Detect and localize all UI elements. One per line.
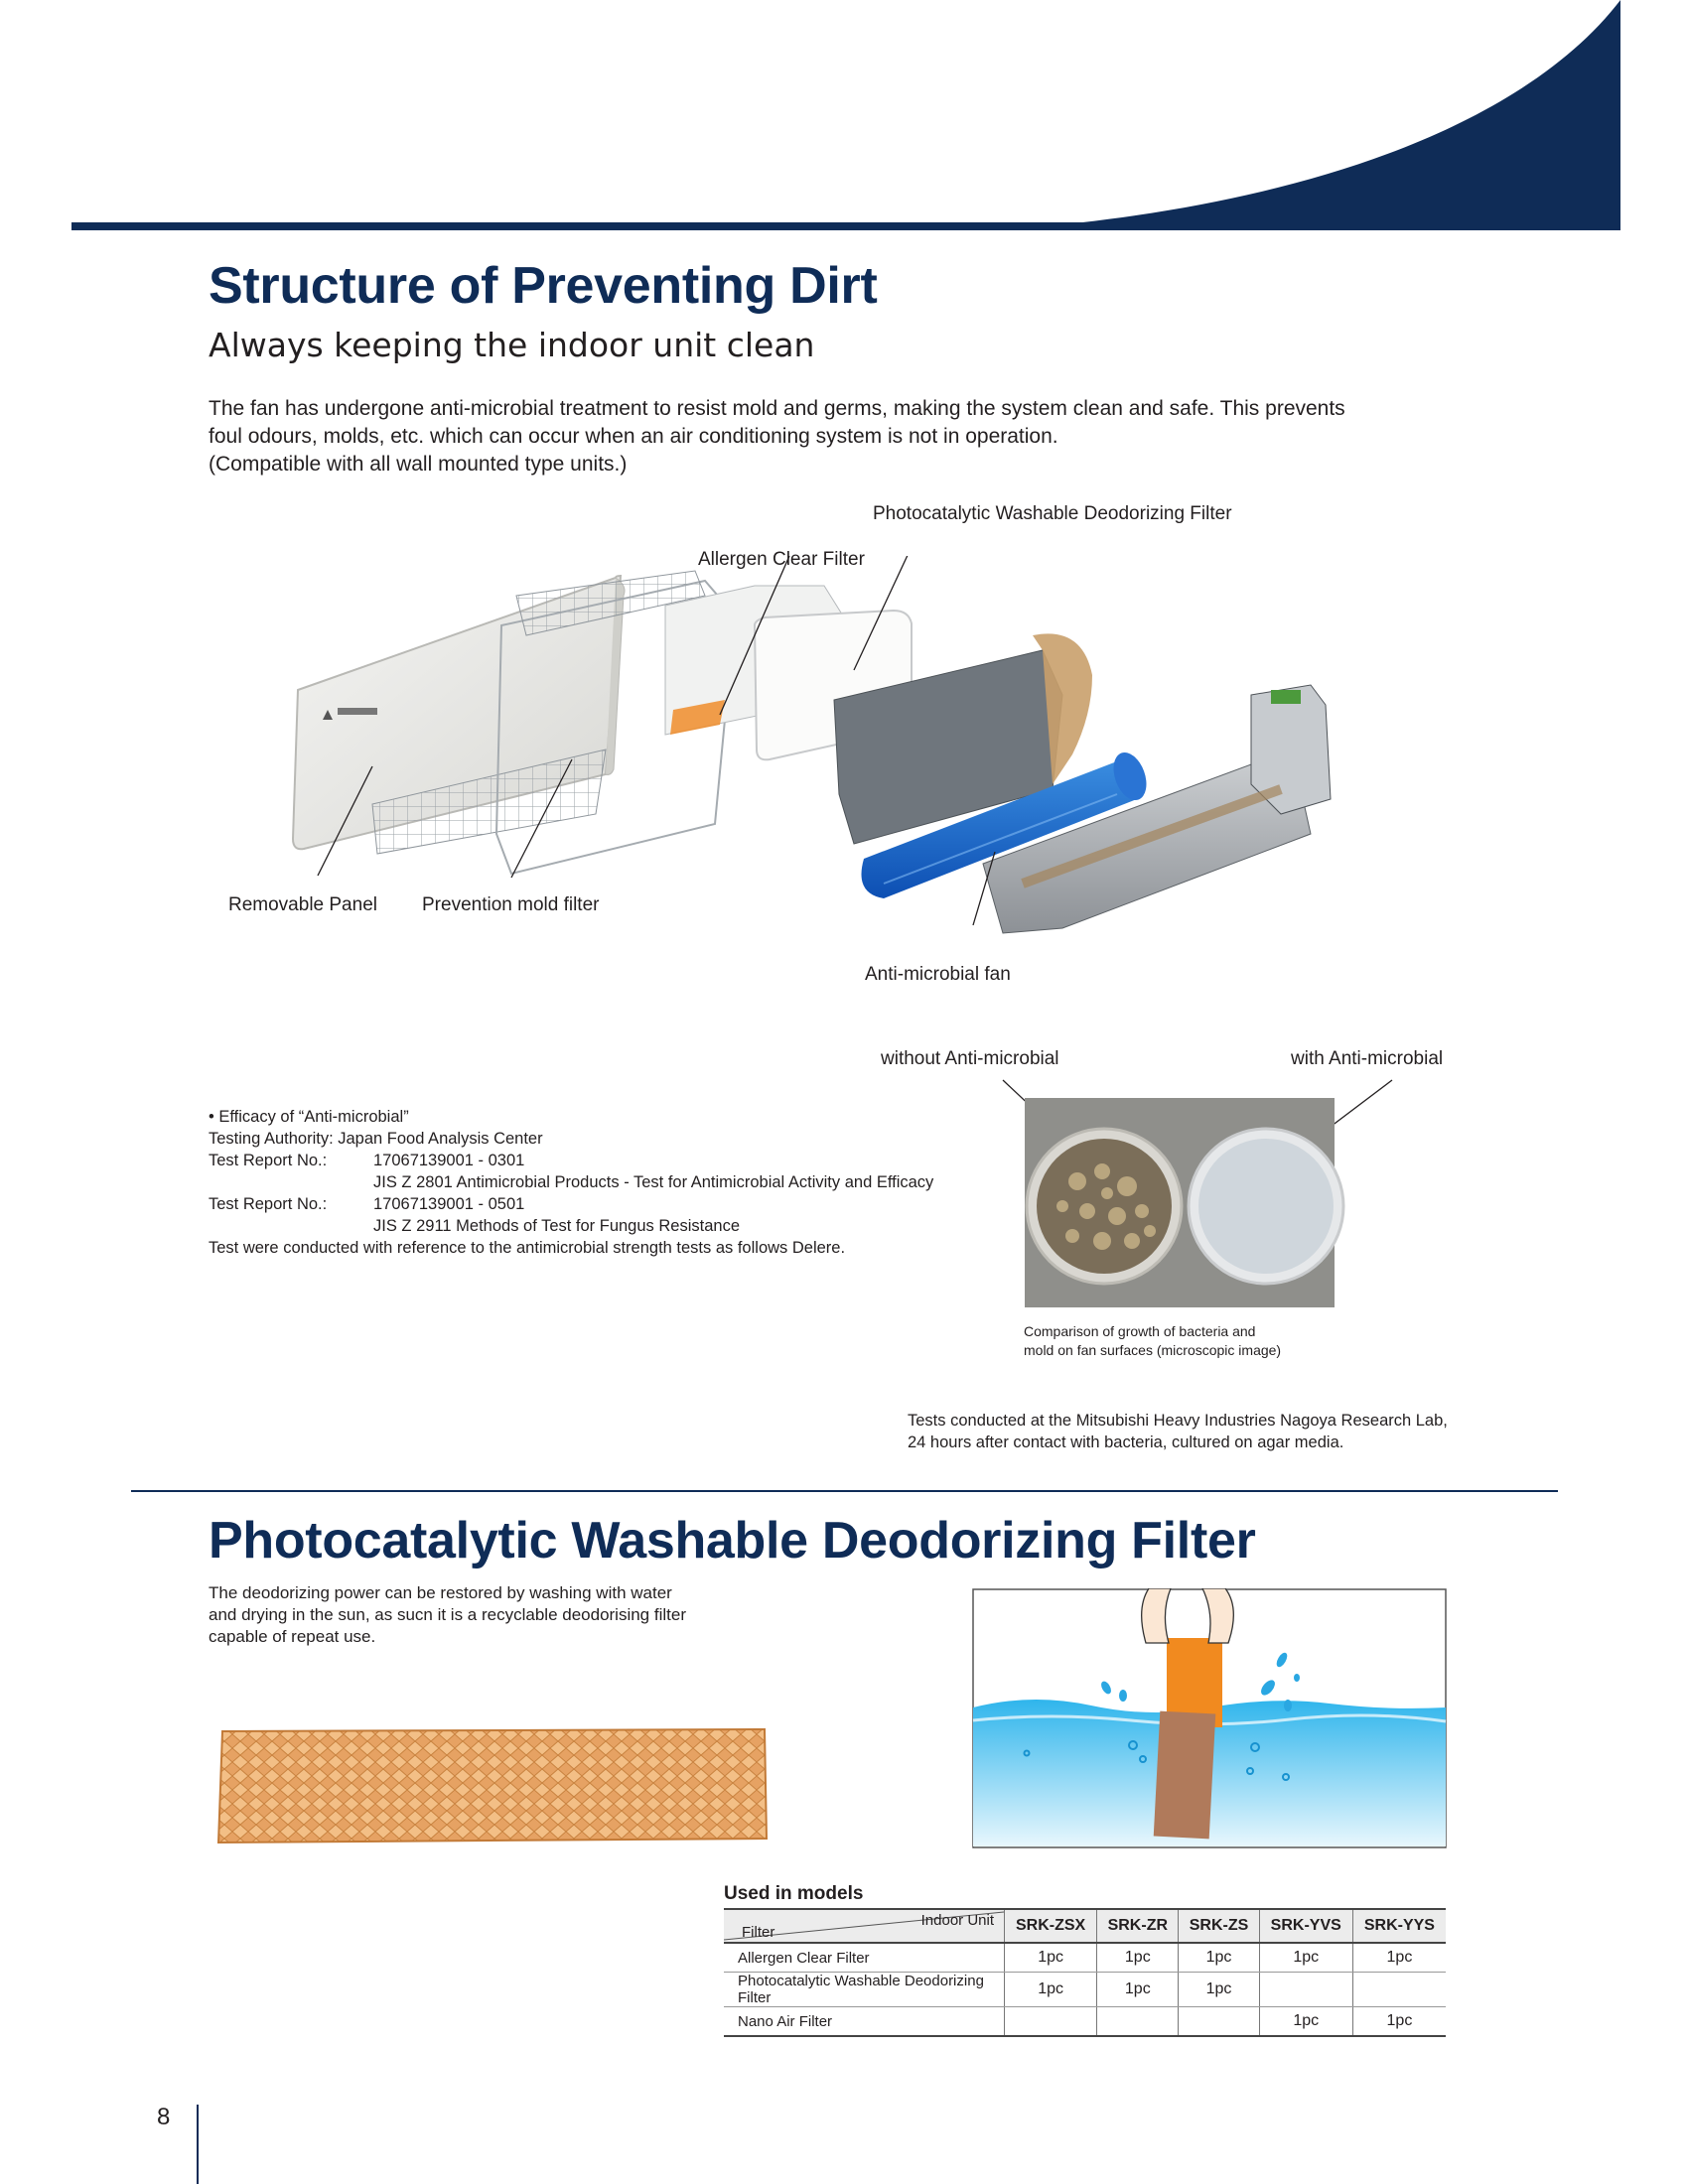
column-header: SRK-ZR — [1097, 1909, 1179, 1943]
section-divider — [131, 1490, 1558, 1492]
table-row — [724, 1973, 1446, 2007]
column-header: SRK-ZS — [1179, 1909, 1259, 1943]
table-cell — [1005, 2007, 1097, 2037]
table-cell — [1352, 1973, 1446, 2007]
table-cell: 1pc — [1259, 1943, 1352, 1973]
header-swoosh — [0, 0, 1688, 238]
column-header: SRK-ZSX — [1005, 1909, 1097, 1943]
caption-line: mold on fan surfaces (microscopic image) — [1024, 1342, 1282, 1358]
models-title: Used in models — [724, 1883, 864, 1904]
footer-rule — [197, 2105, 199, 2184]
filter-name: Nano Air Filter — [724, 2007, 1005, 2037]
intro-line: The fan has undergone anti-microbial treatment to resist mold and germs, making the system clean and safe. This prevents — [209, 397, 1345, 420]
table-cell: 1pc — [1097, 1943, 1179, 1973]
intro-paragraph — [209, 395, 1519, 478]
report-label: Test Report No.: — [209, 1195, 328, 1213]
exploded-unit-diagram — [199, 556, 1470, 973]
label-without-antimicrobial: without Anti-microbial — [881, 1048, 1059, 1069]
models-table — [724, 1908, 1446, 2037]
table-cell: 1pc — [1097, 1973, 1179, 2007]
lab-note-line: 24 hours after contact with bacteria, cultured on agar media. — [908, 1433, 1344, 1451]
section-subtitle: Always keeping the indoor unit clean — [209, 326, 815, 364]
report-number: 17067139001 - 0501 — [373, 1195, 525, 1213]
table-cell: 1pc — [1259, 2007, 1352, 2037]
filter-name: Photocatalytic Washable Deodorizing Filter — [724, 1973, 1005, 2007]
section-title-photocatalytic: Photocatalytic Washable Deodorizing Filter — [209, 1512, 1256, 1570]
corner-top-label: Indoor Unit — [920, 1912, 994, 1929]
table-cell: 1pc — [1179, 1973, 1259, 2007]
lab-note-line: Tests conducted at the Mitsubishi Heavy Industries Nagoya Research Lab, — [908, 1412, 1448, 1430]
desc-line: The deodorizing power can be restored by washing with water — [209, 1583, 672, 1602]
report-row-2 — [209, 1193, 933, 1215]
table-cell: 1pc — [1352, 1943, 1446, 1973]
report-desc-2: JIS Z 2911 Methods of Test for Fungus Resistance — [373, 1217, 740, 1235]
petri-caption — [1024, 1322, 1281, 1360]
column-header: SRK-YYS — [1352, 1909, 1446, 1943]
caption-line: Comparison of growth of bacteria and — [1024, 1323, 1256, 1339]
table-cell — [1097, 2007, 1179, 2037]
efficacy-heading: • Efficacy of “Anti-microbial” — [209, 1108, 409, 1126]
deodorizing-filter-photo — [216, 1727, 769, 1844]
desc-line: and drying in the sun, as sucn it is a recyclable deodorising filter — [209, 1605, 686, 1624]
label-mold-filter: Prevention mold filter — [422, 894, 600, 915]
label-anti-microbial-fan: Anti-microbial fan — [865, 964, 1011, 985]
label-photocatalytic-filter: Photocatalytic Washable Deodorizing Filter — [873, 503, 1232, 524]
table-header-row — [724, 1909, 1446, 1943]
washing-illustration — [972, 1588, 1447, 1848]
table-cell — [1179, 2007, 1259, 2037]
corner-bottom-label: Filter — [742, 1924, 775, 1941]
label-with-antimicrobial: with Anti-microbial — [1291, 1048, 1444, 1069]
page-number: 8 — [157, 2104, 171, 2130]
label-removable-panel: Removable Panel — [228, 894, 377, 915]
column-header: SRK-YVS — [1259, 1909, 1352, 1943]
table-cell: 1pc — [1005, 1943, 1097, 1973]
desc-line: capable of repeat use. — [209, 1627, 376, 1646]
report-label: Test Report No.: — [209, 1152, 328, 1169]
report-desc-1: JIS Z 2801 Antimicrobial Products - Test for Antimicrobial Activity and Efficacy — [373, 1173, 934, 1191]
table-cell: 1pc — [1005, 1973, 1097, 2007]
table-row — [724, 2007, 1446, 2037]
section-title-structure: Structure of Preventing Dirt — [209, 257, 878, 315]
efficacy-authority: Testing Authority: Japan Food Analysis Center — [209, 1130, 543, 1148]
filter-name: Allergen Clear Filter — [724, 1943, 1005, 1973]
photocatalytic-desc — [209, 1582, 686, 1648]
efficacy-block — [209, 1106, 933, 1259]
report-row-1 — [209, 1150, 933, 1171]
table-cell: 1pc — [1352, 2007, 1446, 2037]
lab-note — [908, 1410, 1448, 1453]
report-number: 17067139001 - 0301 — [373, 1152, 525, 1169]
label-allergen-filter: Allergen Clear Filter — [698, 549, 865, 570]
petri-comparison-photo — [993, 1072, 1470, 1310]
table-cell — [1259, 1973, 1352, 2007]
intro-line: (Compatible with all wall mounted type units.) — [209, 453, 628, 476]
efficacy-note: Test were conducted with reference to the antimicrobial strength tests as follows Delere. — [209, 1239, 846, 1257]
corner-cell — [724, 1909, 1005, 1943]
table-cell: 1pc — [1179, 1943, 1259, 1973]
intro-line: foul odours, molds, etc. which can occur when an air conditioning system is not in operation. — [209, 425, 1058, 448]
table-row — [724, 1943, 1446, 1973]
